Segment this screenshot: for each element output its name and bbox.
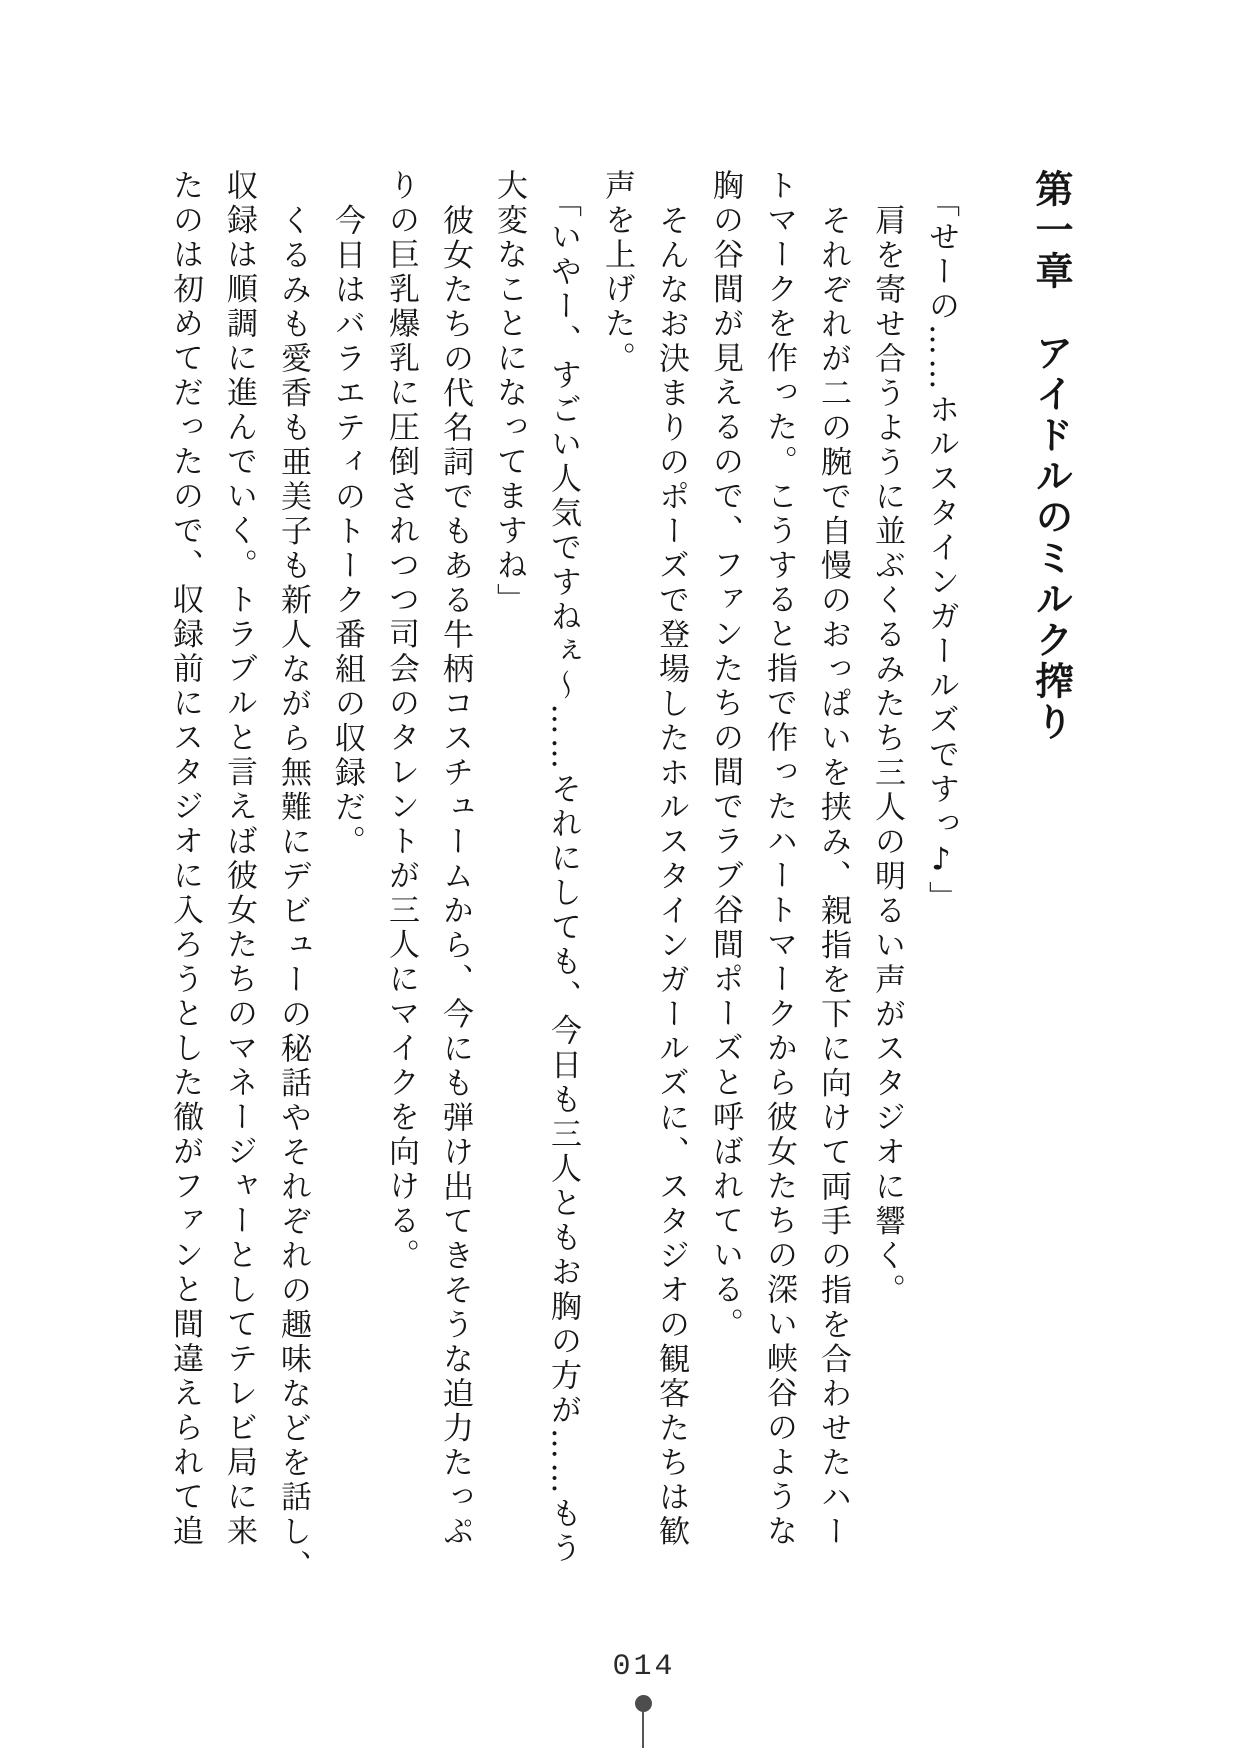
body-line: 収録は順調に進んでいく。トラブルと言えば彼女たちのマネージャーとしてテレビ局に来 [221,169,257,1549]
body-line: それぞれが二の腕で自慢のおっぱいを挟み、親指を下に向けて両手の指を合わせたハー [815,204,851,1550]
body-line: 「いやー、すごい人気ですねぇ～……それにしても、今日も三人ともお胸の方が……もう [545,186,581,1566]
text-block [158,169,1078,1584]
footer-rule [642,1711,644,1748]
body-line: くるみも愛香も亜美子も新人ながら無難にデビューの秘話やそれぞれの趣味などを話し、 [275,204,311,1584]
body-line: 今日はバラエティのトーク番組の収録だ。 [329,204,365,860]
body-line: 彼女たちの代名詞でもある牛柄コスチュームから、今にも弾け出てきそうな迫力たっぷ [437,204,473,1550]
chapter-title: 第一章 アイドルのミルク搾り [1029,169,1074,743]
body-line: 胸の谷間が見えるので、ファンたちの間でラブ谷間ポーズと呼ばれている。 [707,169,743,1342]
body-line: 「せーの……ホルスタインガールズですっ♪」 [923,186,959,916]
body-line: りの巨乳爆乳に圧倒されつつ司会のタレントが三人にマイクを向ける。 [383,169,419,1273]
body-line: 大変なことになってますね」 [491,169,527,618]
body-line: そんなお決まりのポーズで登場したホルスタインガールズに、スタジオの観客たちは歓 [653,204,689,1550]
page-number: 014 [612,1650,676,1684]
body-line: たのは初めてだったので、収録前にスタジオに入ろうとした徹がファンと間違えられて追 [167,169,203,1549]
body-line: 肩を寄せ合うように並ぶくるみたち三人の明るい声がスタジオに響く。 [869,204,905,1308]
body-line: トマークを作った。こうすると指で作ったハートマークから彼女たちの深い峡谷のような [761,169,797,1549]
body-line: 声を上げた。 [599,169,635,376]
footer-dot [635,1695,652,1712]
